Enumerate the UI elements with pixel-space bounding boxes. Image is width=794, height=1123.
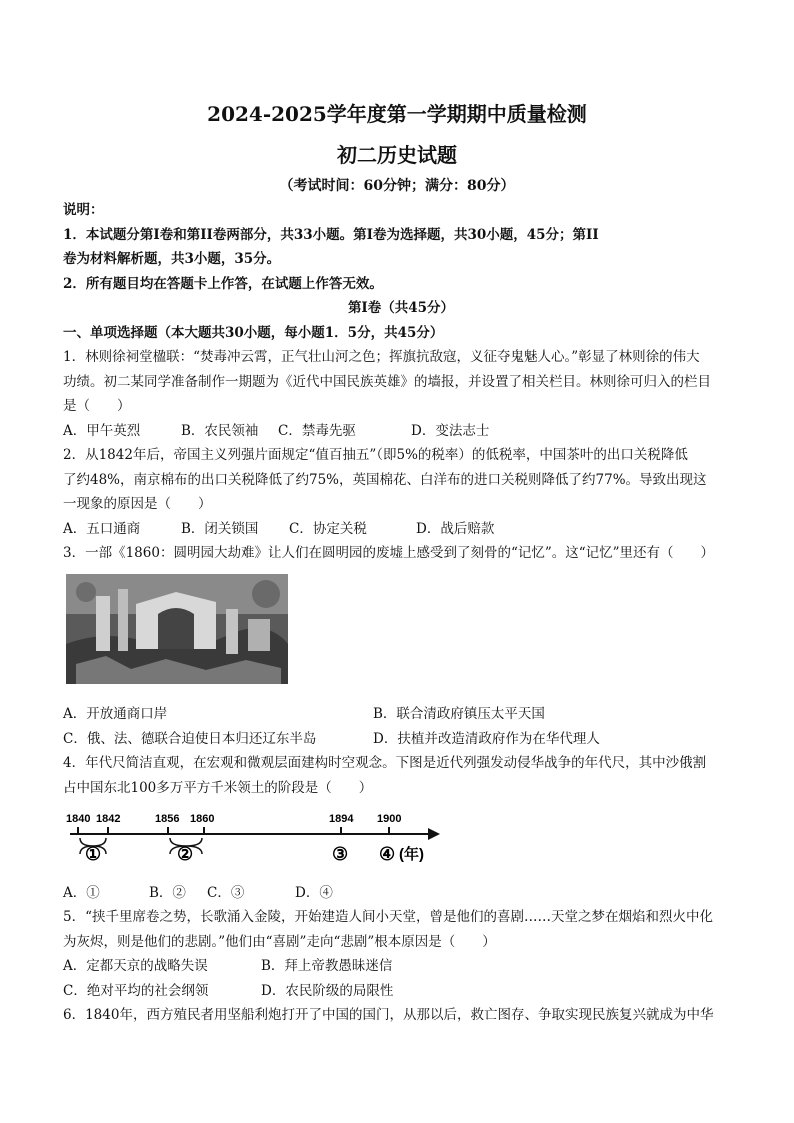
q4-option-a: A．① bbox=[63, 884, 100, 901]
timeline-year-1900: 1900 bbox=[377, 813, 402, 825]
section-title: 第I卷（共45分） bbox=[347, 300, 455, 316]
q4-option-b: B．② bbox=[149, 884, 186, 901]
question-2 bbox=[63, 443, 739, 541]
timeline-year-1842: 1842 bbox=[96, 813, 121, 825]
exam-body bbox=[63, 198, 739, 1028]
ruins-photo bbox=[66, 574, 288, 684]
timeline-marker-4: ④ bbox=[379, 844, 396, 864]
q3-option-c: C．俄、法、德联合迫使日本归还辽东半岛 bbox=[63, 730, 317, 747]
timeline-unit: (年) bbox=[399, 846, 424, 863]
q1-line-3: 是（ ） bbox=[63, 398, 131, 414]
q3-options-row-2 bbox=[63, 727, 739, 752]
q3-option-d: D．扶植并改造清政府作为在华代理人 bbox=[373, 730, 600, 747]
q2-line-3: 一现象的原因是（ ） bbox=[63, 496, 212, 512]
instructions-heading: 说明： bbox=[63, 202, 104, 218]
section-heading: 一、单项选择题（本大题共30小题，每小题1．5分，共45分） bbox=[63, 324, 444, 341]
q5-options-row-1 bbox=[63, 954, 739, 979]
q1-option-c: C．禁毒先驱 bbox=[278, 422, 356, 439]
q3-option-a: A．开放通商口岸 bbox=[63, 706, 168, 722]
q3-option-b: B．联合清政府镇压太平天国 bbox=[373, 706, 545, 722]
timeline-diagram bbox=[66, 806, 446, 868]
q3-line-1: 3．一部《1860：圆明园大劫难》让人们在圆明园的废墟上感受到了刻骨的“记忆”。这“记忆”里还有（ ） bbox=[63, 545, 715, 561]
q2-option-d: D．战后赔款 bbox=[416, 520, 495, 537]
question-1 bbox=[63, 345, 739, 443]
q5-option-d: D．农民阶级的局限性 bbox=[261, 982, 394, 999]
q6-line-1: 6．1840年，西方殖民者用坚船利炮打开了中国的国门，从那以后，救亡图存、争取实现民族复兴就成为中华 bbox=[63, 1007, 714, 1023]
timeline-year-1894: 1894 bbox=[329, 813, 354, 825]
timeline-year-1856: 1856 bbox=[155, 813, 180, 825]
timeline-marker-3: ③ bbox=[332, 844, 349, 864]
instruction-1-cont: 卷为材料解析题，共3小题，35分。 bbox=[63, 251, 281, 267]
timeline-marker-1: ① bbox=[85, 844, 102, 864]
q5-line-1: 5．“挟千里席卷之势，长歌涌入金陵，开始建造人间小天堂，曾是他们的喜剧……天堂之梦在烟焰和烈火中化 bbox=[63, 909, 713, 925]
instruction-1: 1．本试题分第I卷和第II卷两部分，共33小题。第I卷为选择题，共30小题，45分；第II bbox=[63, 226, 599, 243]
exam-subtitle: 初二历史试题 bbox=[337, 143, 457, 167]
instruction-2: 2．所有题目均在答题卡上作答，在试题上作答无效。 bbox=[63, 275, 383, 292]
q2-option-b: B．闭关锁国 bbox=[181, 520, 259, 537]
q1-option-b: B．农民领袖 bbox=[181, 422, 259, 439]
q4-option-c: C．③ bbox=[207, 884, 245, 901]
q5-option-c: C．绝对平均的社会纲领 bbox=[63, 982, 209, 999]
q1-option-a: A．甲午英烈 bbox=[63, 422, 141, 439]
q5-line-2: 为灰烬，则是他们的悲剧。”他们由“喜剧”走向“悲剧”根本原因是（ ） bbox=[63, 933, 496, 950]
q5-options-row-2 bbox=[63, 979, 739, 1004]
timeline-marker-2: ② bbox=[177, 844, 194, 864]
q1-line-2: 功绩。初二某同学准备制作一期题为《近代中国民族英雄》的墙报，并设置了相关栏目。林则徐可归入的栏目 bbox=[63, 373, 711, 390]
question-5 bbox=[63, 905, 739, 1003]
exam-title: 2024-2025学年度第一学期期中质量检测 bbox=[207, 102, 587, 126]
timeline-year-1840: 1840 bbox=[66, 813, 91, 825]
q2-options bbox=[63, 517, 739, 542]
q2-line-1: 2．从1842年后，帝国主义列强片面规定“值百抽五”（即5%的税率）的低税率，中国茶叶的出口关税降低 bbox=[63, 447, 688, 463]
q1-line-1: 1．林则徐祠堂楹联：“焚毒冲云霄，正气壮山河之色；挥旗抗敌寇，义征夺鬼魅人心。”彰显了林则徐的伟大 bbox=[63, 349, 700, 365]
q5-option-a: A．定都天京的战略失误 bbox=[63, 958, 208, 974]
q3-options-row-1 bbox=[63, 702, 739, 727]
question-4 bbox=[63, 751, 739, 905]
q4-line-1: 4．年代尺简洁直观，在宏观和微观层面建构时空观念。下图是近代列强发动侵华战争的年代尺，其中沙俄割 bbox=[63, 755, 707, 771]
q1-options bbox=[63, 419, 739, 444]
q2-line-2: 了约48%，南京棉布的出口关税降低了约75%，英国棉花、白洋布的进口关税则降低了约77%。导致出现这 bbox=[63, 471, 707, 488]
question-6 bbox=[63, 1003, 739, 1028]
q4-options bbox=[63, 881, 739, 906]
q5-option-b: B．拜上帝教愚昧迷信 bbox=[261, 958, 393, 974]
q2-option-c: C．协定关税 bbox=[289, 520, 367, 537]
question-3 bbox=[63, 541, 739, 751]
exam-info: （考试时间：60分钟；满分：80分） bbox=[279, 178, 515, 194]
q4-line-2: 占中国东北100多万平方千米领土的阶段是（ ） bbox=[63, 779, 373, 796]
q2-option-a: A．五口通商 bbox=[63, 520, 141, 537]
q4-option-d: D．④ bbox=[295, 884, 333, 901]
timeline-year-1860: 1860 bbox=[190, 813, 215, 825]
q1-option-d: D．变法志士 bbox=[411, 422, 490, 439]
